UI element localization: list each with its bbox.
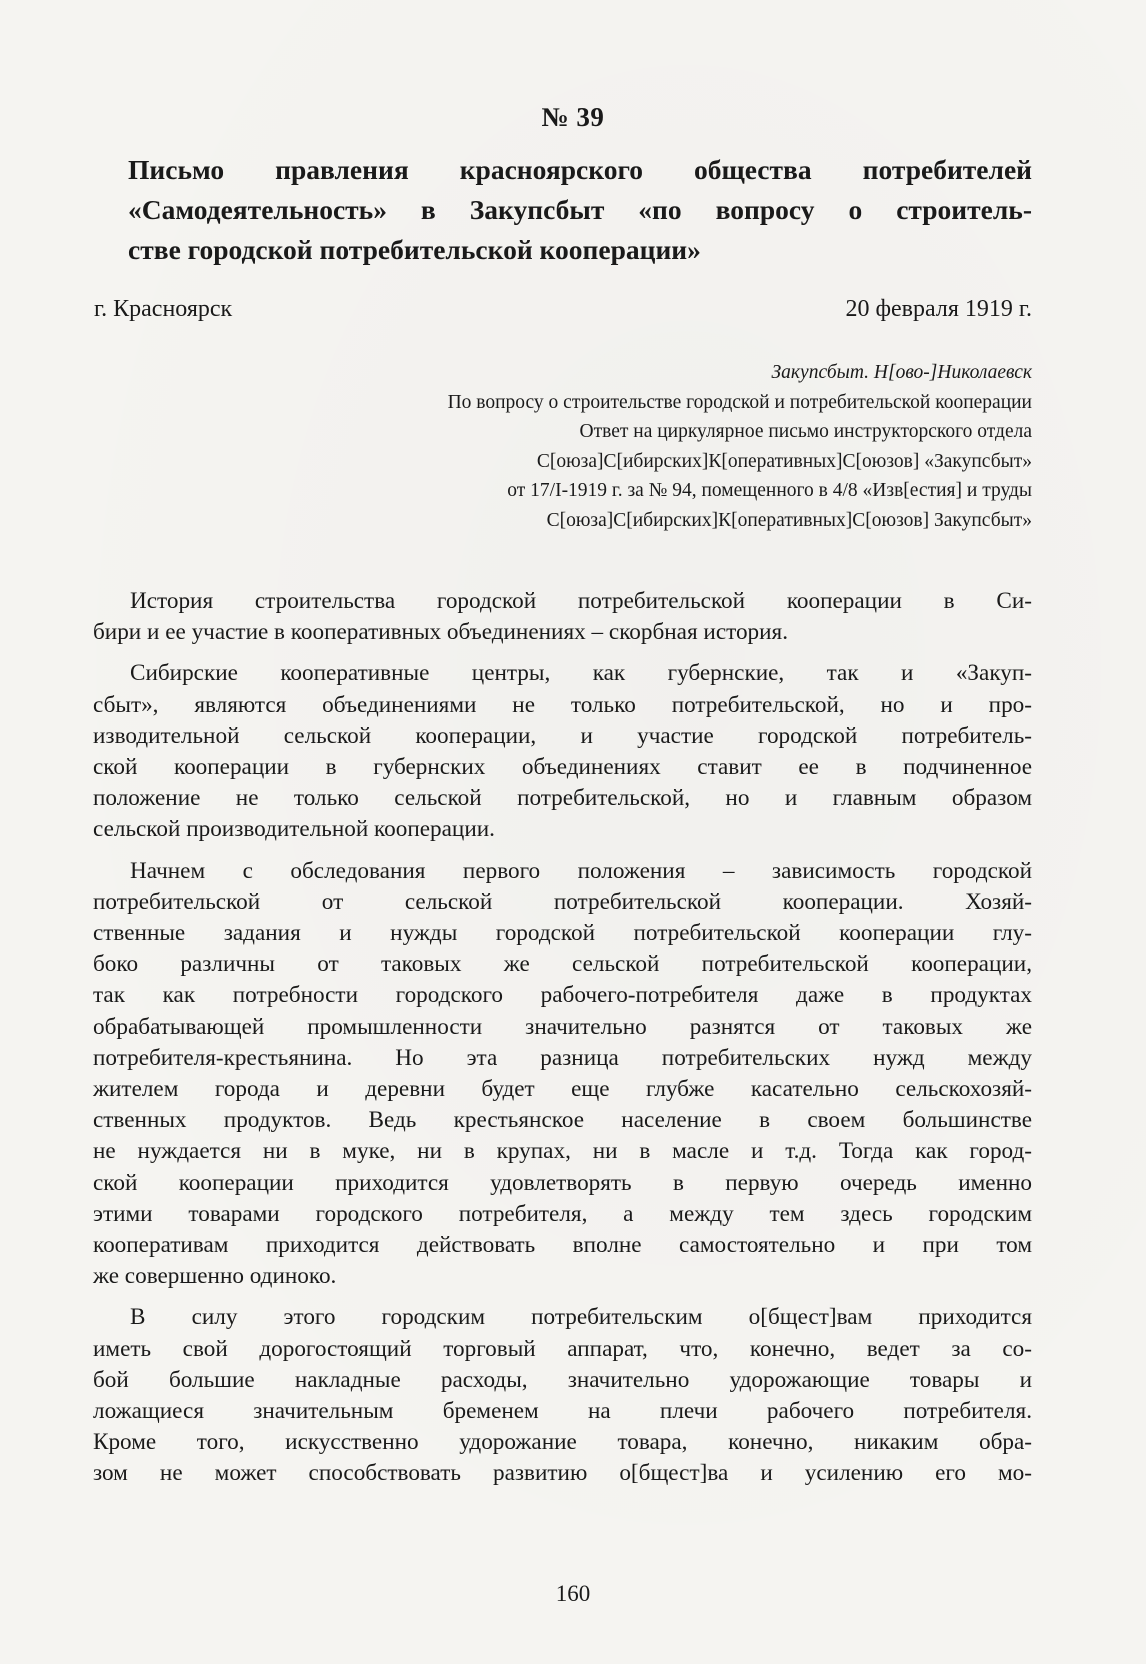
text-line: Кроме того, искусственно удорожание товара, конечно, никаким обра- xyxy=(93,1429,1032,1456)
text-line: сбыт», являются объединениями не только потребительской, но и про- xyxy=(93,691,1032,718)
text-line: потребительской от сельской потребительской кооперации. Хозяй- xyxy=(93,888,1032,915)
address-line: от 17/I-1919 г. за № 94, помещенного в 4/8 «Изв[естия] и труды xyxy=(507,480,1032,501)
document-place: г. Красноярск xyxy=(94,296,233,322)
text-line: сельской производительной кооперации. xyxy=(93,816,495,843)
address-line: С[оюза]С[ибирских]К[оперативных]С[оюзов] Закупсбыт» xyxy=(546,509,1032,531)
address-line: С[оюза]С[ибирских]К[оперативных]С[оюзов] «Закупсбыт» xyxy=(536,450,1032,472)
paragraph xyxy=(93,856,1032,1293)
text-line: положение не только сельской потребительской, но и главным образом xyxy=(93,785,1032,812)
text-line: бири и ее участие в кооперативных объединениях – скорбная история. xyxy=(93,619,789,646)
text-line: зом не может способствовать развитию о[бщест]ва и усилению его мо- xyxy=(93,1460,1032,1487)
title-line: «Самодеятельность» в Закупсбыт «по вопросу о строитель- xyxy=(128,194,1032,225)
text-line: ственные задания и нужды городской потребительской кооперации глу- xyxy=(93,920,1032,947)
text-line: бой большие накладные расходы, значительно удорожающие товары и xyxy=(93,1366,1032,1393)
address-line: По вопросу о строительстве городской и потребительской кооперации xyxy=(447,391,1032,413)
text-line: иметь свой дорогостоящий торговый аппарат, что, конечно, ведет за со- xyxy=(93,1335,1032,1362)
text-line: ложащиеся значительным бременем на плечи рабочего потребителя. xyxy=(93,1398,1032,1425)
body-text xyxy=(93,586,1032,1500)
address-block xyxy=(200,358,1032,535)
text-line: Сибирские кооперативные центры, как губернские, так и «Закуп- xyxy=(130,660,1032,687)
document-title xyxy=(128,150,1032,270)
text-line: жителем города и деревни будет еще глубже касательно сельскохозяй- xyxy=(93,1076,1032,1103)
document-date: 20 февраля 1919 г. xyxy=(845,296,1032,322)
text-line: кооперативам приходится действовать вполне самостоятельно и при том xyxy=(93,1232,1032,1259)
text-line: ской кооперации в губернских объединениях ставит ее в подчиненное xyxy=(93,754,1032,781)
title-line: стве городской потребительской кооперации» xyxy=(128,234,701,265)
text-line: ственных продуктов. Ведь крестьянское население в своем большинстве xyxy=(93,1107,1032,1134)
place-date-row xyxy=(94,296,1032,323)
text-line: Начнем с обследования первого положения – зависимость городской xyxy=(130,857,1032,884)
text-line: боко различны от таковых же сельской потребительской кооперации, xyxy=(93,951,1032,978)
text-line: этими товарами городского потребителя, а между тем здесь городским xyxy=(93,1200,1032,1227)
text-line: не нуждается ни в муке, ни в крупах, ни в масле и т.д. Тогда как город- xyxy=(93,1138,1032,1165)
title-line: Письмо правления красноярского общества потребителей xyxy=(128,154,1032,185)
address-recipient: Закупсбыт. Н[ово-]Николаевск xyxy=(771,362,1032,383)
paragraph xyxy=(93,658,1032,845)
text-line: В силу этого городским потребительским о[бщест]вам приходится xyxy=(130,1304,1032,1331)
text-line: изводительной сельской кооперации, и участие городской потребитель- xyxy=(93,722,1032,749)
document-number: № 39 xyxy=(541,102,605,132)
address-line: Ответ на циркулярное письмо инструкторского отдела xyxy=(579,421,1032,442)
text-line: ской кооперации приходится удовлетворять в первую очередь именно xyxy=(93,1169,1032,1196)
text-line: так как потребности городского рабочего-потребителя даже в продуктах xyxy=(93,982,1032,1009)
paragraph xyxy=(93,586,1032,648)
text-line: История строительства городской потребительской кооперации в Си- xyxy=(130,588,1032,614)
text-line: обрабатывающей промышленности значительно разнятся от таковых же xyxy=(93,1013,1032,1040)
page-number: 160 xyxy=(555,1581,591,1606)
text-line: потребителя-крестьянина. Но эта разница потребительских нужд между xyxy=(93,1044,1032,1071)
paragraph xyxy=(93,1302,1032,1489)
text-line: же совершенно одиноко. xyxy=(93,1263,337,1290)
